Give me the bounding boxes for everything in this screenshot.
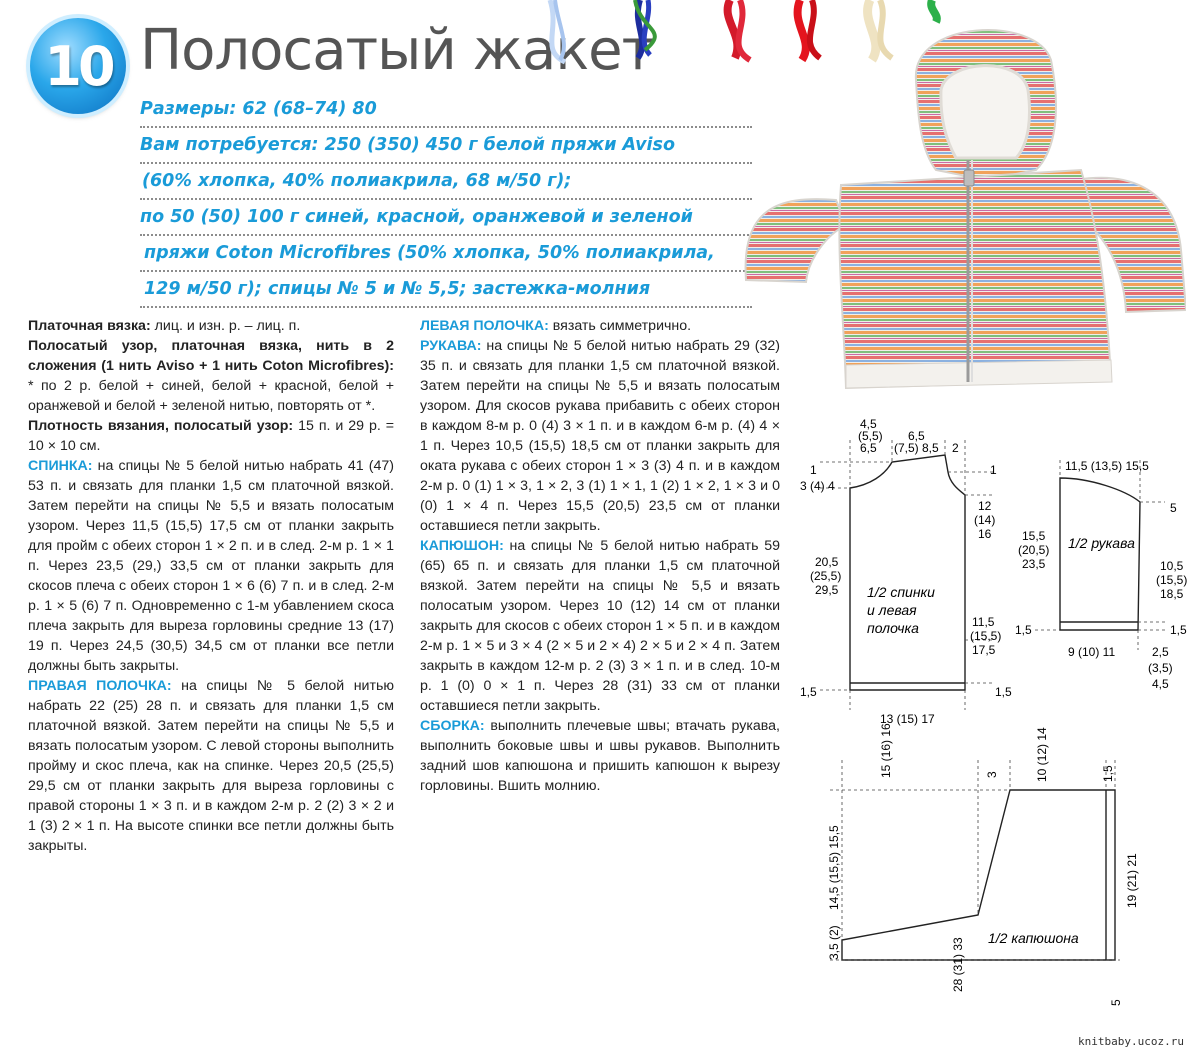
sleeve-18-5: 18,5 [1160,587,1184,601]
body-label-1: 1/2 спинки [867,584,935,600]
sleeves-heading: РУКАВА: [420,338,482,354]
sizes-value: 62 (68–74) 80 [236,99,377,119]
dim-2: 2 [952,441,959,455]
dim-16: 16 [978,527,992,541]
left-front-heading: ЛЕВАЯ ПОЛОЧКА: [420,318,549,334]
dim-1a: 1 [810,463,817,477]
required-label: Вам потребуется: [140,135,319,155]
sleeve-3-5: (3,5) [1148,661,1173,675]
right-front-text: на спицы № 5 белой нитью набрать 22 (25) 28 п. и связать для планки 1,5 см платочной вязкой. Затем перейти на спицы № 5,5 и вязать полосатым узором. С левой стороны выполнить пройму и скос плеча, как на спинке. Через 20,5 (25,5) 29,5 см от планки закрыть для выреза горловины с правой стороны 1 × 3 п. и в каждом 2-м р. 2 (2) 3 × 2 и 1 (3) 2 × 1 п. На высоте спинки все петли должны быть закрыты. [28,678,394,854]
sleeve-20-5: (20,5) [1018,543,1050,557]
materials-line-5: пряжи Coton Microfibres (50% хлопка, 50% полиакрила, [140,236,752,272]
sleeve-1-5-right: 1,5 [1170,623,1187,637]
hood-left: 14,5 (15,5) 15,5 [827,825,841,910]
paragraph-garter-stitch [28,316,394,336]
schematic-diagrams [790,400,1200,1010]
paragraph-right-front [28,676,394,856]
sizes-label: Размеры: [140,99,237,119]
dim-12: 12 [978,499,992,513]
paragraph-back [28,456,394,676]
dim-1b: 1 [990,463,997,477]
hood-bottom: 28 (31) 33 [951,937,965,992]
hood-3-5: 3,5 (2) [827,925,841,960]
body-label-2: и левая [867,602,917,618]
sleeve-15-5b: (15,5) [1156,573,1188,587]
dim-29-5: 29,5 [815,583,839,597]
sleeve-1-5-left: 1,5 [1015,623,1032,637]
sleeve-15-5: 15,5 [1022,529,1046,543]
hood-1-5: 1,5 [1101,765,1115,782]
paragraph-assembly [420,716,780,796]
stripe-pattern-text: * по 2 р. белой + синей, белой + красной, белой + оранжевой и белой + зеленой нитью, повторять от *. [28,378,394,414]
sleeve-schematic [1060,478,1140,630]
dim-11-5: 11,5 [972,615,995,629]
hood-5: 5 [1109,999,1123,1006]
hood-3: 3 [985,771,999,778]
back-text: на спицы № 5 белой нитью набрать 41 (47) 53 п. и связать для планки 1,5 см платочной вязкой. Затем перейти на спицы № 5,5 и вязать полосатым узором. Через 11,5 (15,5) 17,5 см от планки закрыть для пройм с обеих сторон 1 × 2 п. и в след. 2-м р. 1 × 1 п. Через 23,5 (29,) 33,5 см от планки закрыть для скосов плеча с обеих сторон 1 × 6 (6) 7 п. и в след. 2-м р. 1 × 5 (6) 7 п. Одновременно с 1-м убавлением скоса плеча закрыть для выреза горловины средние 13 (17) 19 п. Через 24,5 (30,5) 34,5 см от планки все петли должны быть закрыты. [28,458,394,674]
dim-5-5: (5,5) [858,429,883,443]
paragraph-gauge [28,416,394,456]
dim-15-5: (15,5) [970,629,1002,643]
dim-4-5: 4,5 [860,417,877,431]
sleeve-label: 1/2 рукава [1068,535,1135,551]
garter-stitch-heading: Платочная вязка: [28,318,151,334]
sleeve-5: 5 [1170,501,1177,515]
instructions-column-1 [28,316,394,856]
dim-14: (14) [974,513,996,527]
stripe-pattern-heading: Полосатый узор, платочная вязка, нить в 2 сложения (1 нить Aviso + 1 нить Coton Microfibres): [28,338,394,374]
sizes-line [140,92,752,128]
materials-line-6: 129 м/50 г); спицы № 5 и № 5,5; застежка-молния [140,272,752,308]
body-schematic [850,455,965,690]
materials-line-4: по 50 (50) 100 г синей, красной, оранжевой и зеленой [140,200,752,236]
dim-25-5: (25,5) [810,569,842,583]
hood-15-16-16: 15 (16) 16 [879,723,893,778]
hood-label: 1/2 капюшона [988,930,1079,946]
sleeve-10-5: 10,5 [1160,559,1184,573]
body-label-3: полочка [867,620,919,636]
instructions-column-2 [420,316,780,796]
hood-text: на спицы № 5 белой нитью набрать 59 (65) 65 п. и связать для планки 1,5 см платочной вязкой. Затем перейти на спицы № 5,5 и вязать полосатым узором. Через 10 (12) 14 см от планки закрыть для скосов с обеих сторон 1 × 5 п. и в каждом 2-м р. 1 × 5 и 3 × 4 (2 × 5 и 2 × 4) 2 × 5 и 2 × 4 п. Затем закрыть в каждом 12-м р. 2 (3) 3 × 1 п. и в след. 10-м р. 1 (0) 0 × 1 п. Через 28 (31) 33 см от планки оставшиеся петли закрыть. [420,538,780,714]
pattern-number-badge [30,18,126,114]
dim-top: 6,5 [908,429,925,443]
right-front-heading: ПРАВАЯ ПОЛОЧКА: [28,678,172,694]
required-line [140,128,752,164]
paragraph-hood [420,536,780,716]
dim-bottom: 13 (15) 17 [880,712,935,726]
left-front-text: вязать симметрично. [548,318,692,334]
jacket-photo [736,20,1186,400]
hood-heading: КАПЮШОН: [420,538,504,554]
assembly-heading: СБОРКА: [420,718,485,734]
required-value: 250 (350) 450 г белой пряжи Aviso [318,135,675,155]
sleeve-23-5: 23,5 [1022,557,1046,571]
source-watermark: knitbaby.ucoz.ru [1078,1035,1184,1048]
sleeve-4-5: 4,5 [1152,677,1169,691]
dim-17-5: 17,5 [972,643,996,657]
dim-1-5-right: 1,5 [995,685,1012,699]
dim-6-5: 6,5 [860,441,877,455]
garter-stitch-text: лиц. и изн. р. – лиц. п. [150,318,301,334]
sleeves-text: на спицы № 5 белой нитью набрать 29 (32) 35 п. и связать для планки 1,5 см платочной вязкой. Затем перейти на спицы № 5,5 и вязать полосатым узором. Для скосов рукава прибавить с обеих сторон в каждом 8-м р. 0 (4) 3 × 1 п. и в каждом 6-м р. (4) 4 × 1 п. Через 10,5 (15,5) 18,5 см от планки закрыть для оката рукава с обеих сторон 1 × 3 (3) 4 п. и в каждом 2-м р. 0 (1) 1 × 3, 1 × 2, 3 (1) 1 × 1, 1 (2) 1 × 2, 1 × 3 и 0 (0) 1 × 4 п. Через 15,5 (20,5) 23,5 см от планки оставшиеся петли закрыть. [420,338,780,534]
assembly-text: выполнить плечевые швы; втачать рукава, выполнить боковые швы и швы рукавов. Выполнить задний шов капюшона и пришить капюшон к вырезу горловины. Вшить молнию. [420,718,780,794]
paragraph-sleeves [420,336,780,536]
gauge-text: 15 п. и 29 р. = 10 × 10 см. [28,418,394,454]
sleeve-top: 11,5 (13,5) 15,5 [1065,459,1149,473]
pattern-number: 10 [44,34,112,98]
gauge-heading: Плотность вязания, полосатый узор: [28,418,294,434]
dim-3-4-4: 3 (4) 4 [800,479,835,493]
materials-line-3: (60% хлопка, 40% полиакрила, 68 м/50 г); [140,164,752,200]
dim-top2: (7,5) 8,5 [894,441,939,455]
hood-10-12-14: 10 (12) 14 [1035,727,1049,782]
materials-block [140,92,752,308]
sleeve-bottom: 9 (10) 11 [1068,645,1116,659]
paragraph-left-front [420,316,780,336]
page-title: Полосатый жакет [140,18,654,83]
dim-1-5-left: 1,5 [800,685,817,699]
hood-right: 19 (21) 21 [1125,853,1139,908]
back-heading: СПИНКА: [28,458,93,474]
paragraph-stripe-pattern [28,336,394,416]
dim-20-5: 20,5 [815,555,839,569]
sleeve-2-5: 2,5 [1152,645,1169,659]
